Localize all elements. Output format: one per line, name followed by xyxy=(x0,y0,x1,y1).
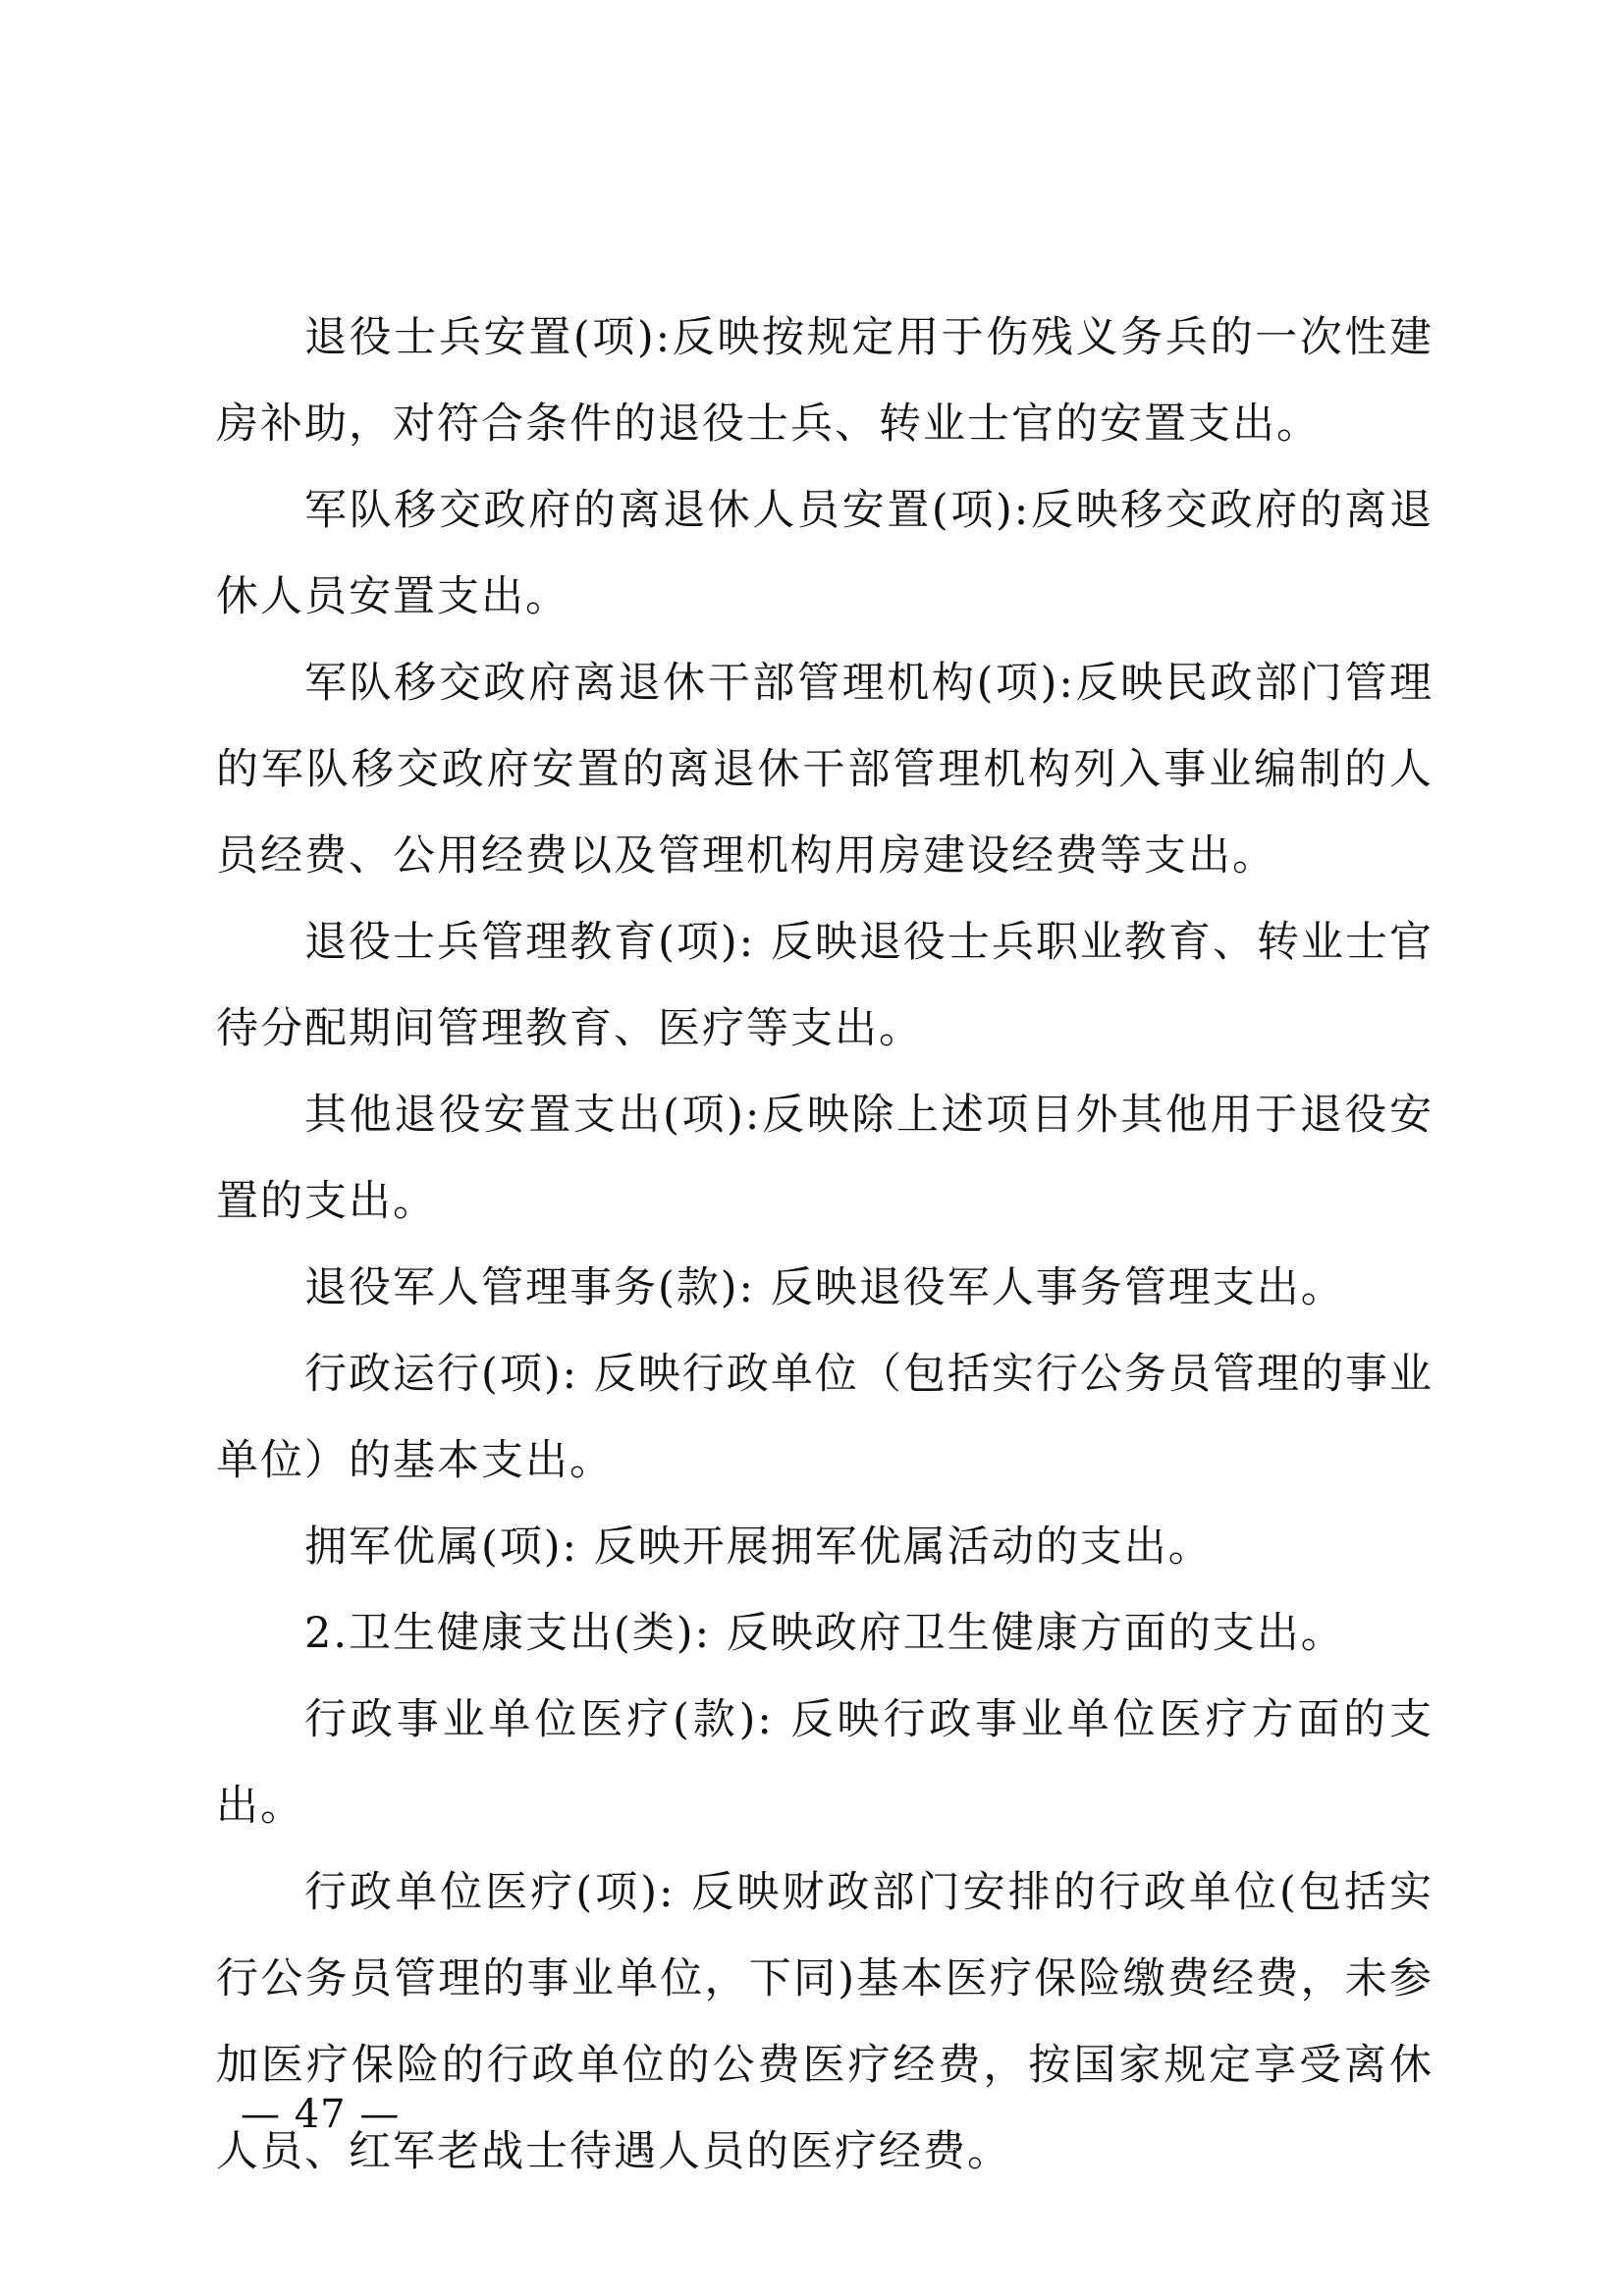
paragraph-retired-cadre-management: 军队移交政府离退休干部管理机构(项):反映民政部门管理的军队移交政府安置的离退休干部管理机构列入事业编制的人员经费、公用经费以及管理机构用房建设经费等支出。 xyxy=(216,659,1434,881)
paragraph-retired-personnel-placement: 军队移交政府的离退休人员安置(项):反映移交政府的离退休人员安置支出。 xyxy=(216,486,1434,621)
paragraph-veteran-affairs: 退役军人管理事务(款): 反映退役军人事务管理支出。 xyxy=(304,1263,1345,1312)
paragraph-health-expenditure: 2.卫生健康支出(类): 反映政府卫生健康方面的支出。 xyxy=(304,1609,1345,1658)
page-body xyxy=(216,294,1434,2195)
paragraph-other-placement: 其他退役安置支出(项):反映除上述项目外其他用于退役安置的支出。 xyxy=(216,1091,1434,1226)
paragraph-veteran-placement: 退役士兵安置(项):反映按规定用于伤残义务兵的一次性建房补助，对符合条件的退役士兵、转业士官的安置支出。 xyxy=(216,313,1434,449)
paragraph-military-support: 拥军优属(项): 反映开展拥军优属活动的支出。 xyxy=(304,1522,1213,1572)
paragraph-institution-medical: 行政事业单位医疗(款): 反映行政事业单位医疗方面的支出。 xyxy=(216,1695,1434,1831)
paragraph-administrative-medical: 行政单位医疗(项): 反映财政部门安排的行政单位(包括实行公务员管理的事业单位，下同)基本医疗保险缴费经费，未参加医疗保险的行政单位的公费医疗经费，按国家规定享受离休人员、红军老战士待遇人员的医疗经费。 xyxy=(216,1868,1434,2176)
page-number: — 47 — xyxy=(241,2092,401,2137)
paragraph-administrative-operation: 行政运行(项): 反映行政单位（包括实行公务员管理的事业单位）的基本支出。 xyxy=(216,1350,1434,1485)
paragraph-veteran-education: 退役士兵管理教育(项): 反映退役士兵职业教育、转业士官待分配期间管理教育、医疗等支出。 xyxy=(216,918,1434,1053)
